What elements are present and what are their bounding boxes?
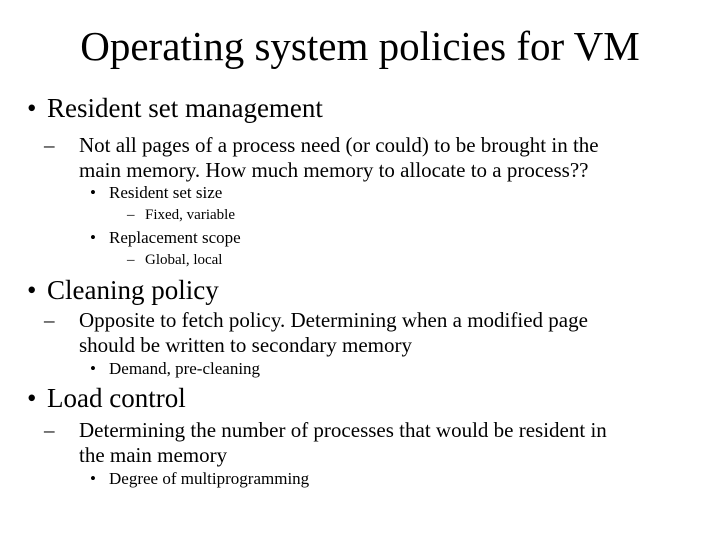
sub-sub-bullet-label: Degree of multiprogramming: [109, 469, 310, 488]
bullet-glyph: •: [27, 93, 37, 123]
bullet-label: Cleaning policy: [47, 275, 219, 305]
sub-bullet-line-1: Determining the number of processes that would be resident in: [79, 418, 607, 442]
sub-bullet-line-2: the main memory: [79, 443, 228, 467]
slide-title: Operating system policies for VM: [80, 23, 640, 69]
sub-bullet-line-1: Not all pages of a process need (or could) to be brought in the: [79, 133, 599, 157]
sub-bullet-line-2: should be written to secondary memory: [79, 333, 413, 357]
dash-glyph: –: [44, 133, 55, 157]
sub-sub-bullet-label: Resident set size: [109, 183, 223, 202]
bullet-label: Resident set management: [47, 93, 323, 123]
level4-label: Global, local: [145, 252, 223, 268]
dash-glyph: –: [127, 207, 135, 223]
bullet-glyph: •: [90, 359, 96, 378]
dash-glyph: –: [127, 252, 135, 268]
bullet-glyph: •: [90, 183, 96, 202]
sub-sub-bullet-label: Replacement scope: [109, 228, 241, 247]
sub-bullet-line-2: main memory. How much memory to allocate to a process??: [79, 158, 589, 182]
sub-sub-bullet-label: Demand, pre-cleaning: [109, 359, 261, 378]
dash-glyph: –: [44, 418, 55, 442]
bullet-glyph: •: [27, 275, 37, 305]
sub-bullet-line-1: Opposite to fetch policy. Determining when a modified page: [79, 308, 588, 332]
bullet-glyph: •: [90, 469, 96, 488]
bullet-label: Load control: [47, 383, 186, 413]
dash-glyph: –: [44, 308, 55, 332]
bullet-glyph: •: [90, 228, 96, 247]
bullet-glyph: •: [27, 383, 37, 413]
level4-label: Fixed, variable: [145, 207, 235, 223]
